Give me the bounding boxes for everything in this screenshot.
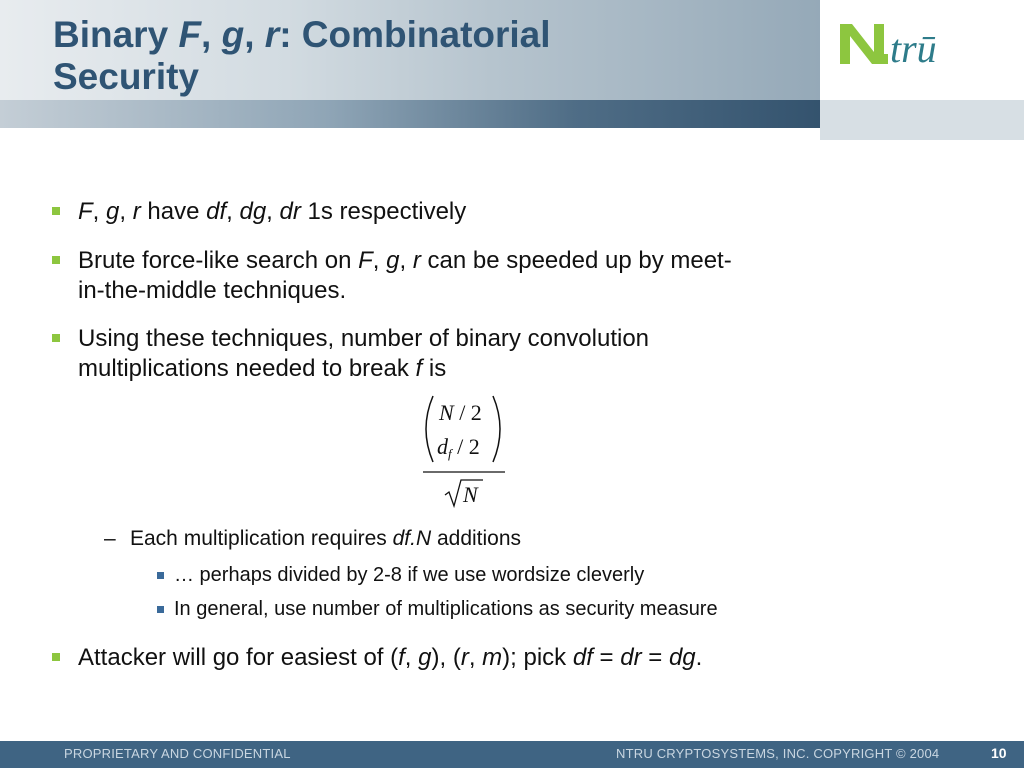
security-formula — [415, 392, 515, 512]
formula-right-paren — [493, 396, 500, 462]
bullet-marker — [52, 256, 60, 264]
sub3-marker — [157, 606, 164, 613]
logo-n-foot — [876, 54, 888, 64]
bullet-4-text: Attacker will go for easiest of (f, g), (r, m); pick df = dr = dg. — [78, 644, 703, 671]
sub-bullet-dash: – — [104, 527, 116, 550]
logo-tru-text: trū — [890, 26, 937, 71]
logo-panel-strip — [820, 100, 1024, 140]
sub-bullet-text: Each multiplication requires df.N additions — [130, 527, 522, 550]
formula-bottom: df / 2 — [437, 434, 480, 461]
bullet-marker — [52, 207, 60, 215]
footer-copyright: NTRU CRYPTOSYSTEMS, INC. COPYRIGHT © 2004 — [616, 746, 940, 761]
slide-footer — [0, 741, 1024, 768]
header-band — [0, 100, 820, 128]
bullet-marker — [52, 334, 60, 342]
footer-confidential: PROPRIETARY AND CONFIDENTIAL — [64, 746, 291, 761]
slide-title: Binary F, g, r: Combinatorial Security — [53, 14, 551, 97]
page-number: 10 — [991, 745, 1007, 761]
formula-top: N / 2 — [439, 400, 482, 425]
ntru-logo — [838, 16, 1008, 72]
formula-left-paren — [426, 396, 433, 462]
bullet-marker — [52, 653, 60, 661]
bullet-2-text: Brute force-like search on F, g, r can be speeded up by meet- in-the-middle techniques. — [78, 247, 732, 304]
ntru-logo-graphic — [838, 16, 1008, 72]
bullet-3-text: Using these techniques, number of binary convolution multiplications needed to break f is — [78, 325, 650, 382]
sub3-item-1-text: … perhaps divided by 2-8 if we use wordsize cleverly — [174, 564, 645, 586]
sub3-marker — [157, 572, 164, 579]
bullet-1-text: F, g, r have df, dg, dr 1s respectively — [78, 198, 467, 225]
sub3-item-2-text: In general, use number of multiplications as security measure — [174, 598, 718, 620]
formula-denominator: N — [463, 482, 478, 507]
sub-bullet — [104, 526, 522, 552]
formula-graphic — [415, 392, 515, 512]
